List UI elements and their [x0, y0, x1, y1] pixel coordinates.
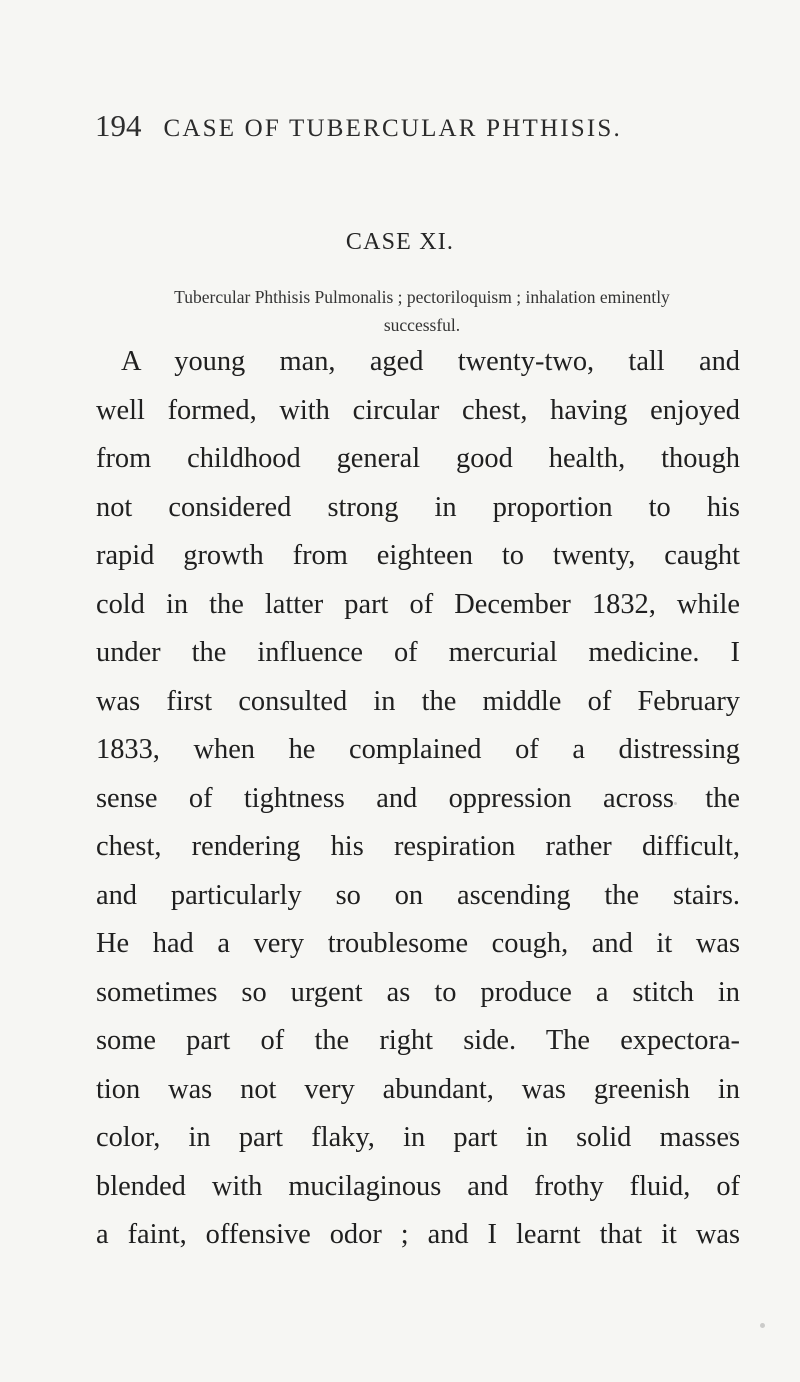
case-heading: CASE XI. — [345, 229, 455, 255]
text-line: sense of tightness and oppression across the — [96, 782, 740, 814]
text-line: under the influence of mercurial medicine. I — [96, 637, 740, 668]
text-line: and particularly so on ascending the stairs. — [96, 879, 740, 911]
running-head — [95, 108, 735, 152]
text-line: cold in the latter part of December 1832, while — [96, 588, 740, 620]
text-line: rapid growth from eighteen to twenty, caught — [96, 540, 740, 571]
text-line: a faint, offensive odor ; and I learnt that it was — [96, 1219, 740, 1250]
text-line: well formed, with circular chest, having enjoyed — [96, 394, 740, 426]
text-line: some part of the right side. The expectora- — [96, 1025, 740, 1056]
text-line: A young man, aged twenty-two, tall and — [121, 346, 740, 377]
page-number: 194 — [95, 108, 142, 143]
summary-line: Tubercular Phthisis Pulmonalis ; pectoriloquism ; inhalation eminently — [174, 287, 670, 307]
paper-speck — [760, 1323, 765, 1328]
text-line: He had a very troublesome cough, and it was — [96, 928, 740, 959]
paper-speck — [728, 1131, 732, 1135]
text-line: tion was not very abundant, was greenish in — [96, 1073, 740, 1105]
text-line: sometimes so urgent as to produce a stitch in — [96, 976, 740, 1008]
running-title: CASE OF TUBERCULAR PHTHISIS. — [163, 115, 622, 142]
text-line: color, in part flaky, in part in solid masses — [96, 1122, 740, 1153]
text-line: not considered strong in proportion to his — [96, 491, 740, 523]
case-summary — [128, 283, 716, 339]
paper-speck — [674, 802, 677, 805]
text-line: blended with mucilaginous and frothy fluid, of — [96, 1170, 740, 1202]
text-line: chest, rendering his respiration rather difficult, — [96, 831, 740, 862]
text-line: from childhood general good health, though — [96, 443, 740, 474]
text-line: 1833, when he complained of a distressing — [96, 734, 740, 765]
text-line: was first consulted in the middle of February — [96, 685, 740, 717]
body-paragraph — [96, 338, 740, 1260]
summary-line: successful. — [383, 315, 461, 335]
